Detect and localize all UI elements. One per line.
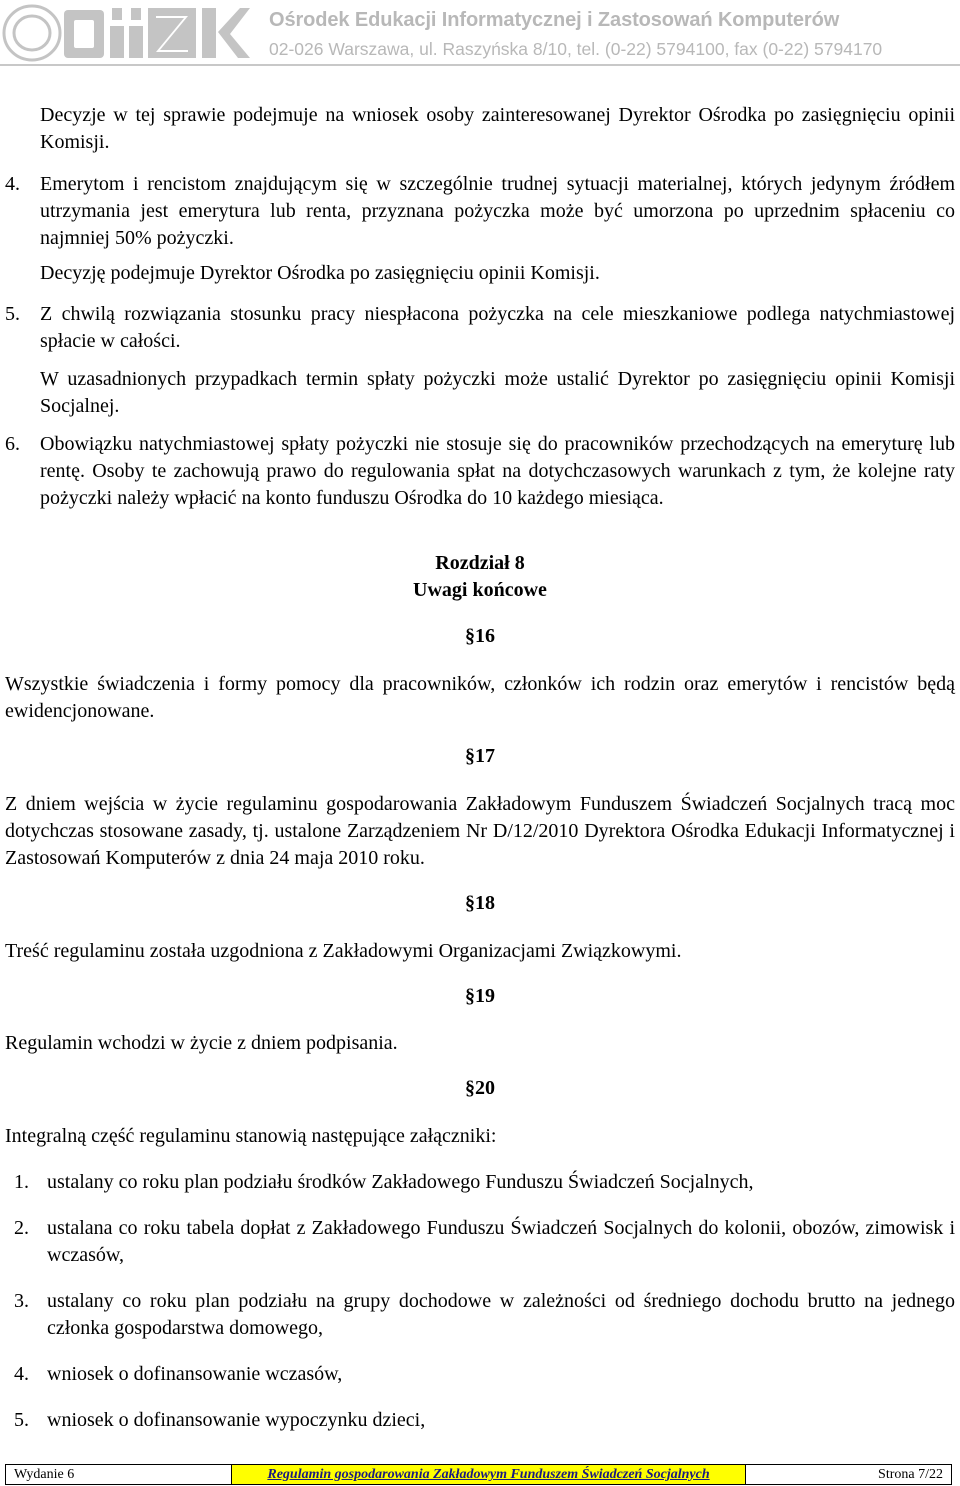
item-5-number: 5.: [5, 303, 20, 325]
section-19-heading: §19: [465, 985, 495, 1007]
attachment-5-text: wniosek o dofinansowanie wypoczynku dzieci,: [47, 1409, 426, 1431]
organization-name: Ośrodek Edukacji Informatycznej i Zastosowań Komputerów: [269, 9, 840, 31]
item-4-decision: Decyzję podejmuje Dyrektor Ośrodka po zasięgnięciu opinii Komisji.: [40, 262, 600, 284]
section-16-heading: §16: [465, 625, 495, 647]
attachment-5-number: 5.: [14, 1409, 29, 1431]
attachment-3-number: 3.: [14, 1290, 29, 1312]
attachment-2-text: ustalana co roku tabela dopłat z Zakładowego Funduszu Świadczeń Socjalnych do kolonii, obozów, zimowisk i wczasów,: [47, 1217, 955, 1266]
section-17-text: Z dniem wejścia w życie regulaminu gospodarowania Zakładowym Funduszem Świadczeń Socjalnych tracą moc dotychczas stosowane zasady, tj. ustalone Zarządzeniem Nr D/12/2010 Dyrektora Ośrodka Edukacji Informatycznej i Zastosowań Komputerów z dnia 24 maja 2010 roku.: [5, 793, 955, 869]
attachment-3-text: ustalany co roku plan podziału na grupy dochodowe w zależności od średniego dochodu brutto na jednego członka gospodarstwa domowego,: [47, 1290, 955, 1339]
item-6-text: Obowiązku natychmiastowej spłaty pożyczki nie stosuje się do pracowników przechodzących na emeryturę lub rentę. Osoby te zachowują prawo do regulowania spłat na dotychczasowych warunkach z tym, że kolejne raty pożyczki należy wpłacić na konto funduszu Ośrodka do 10 każdego miesiąca.: [40, 433, 955, 509]
section-17-heading: §17: [465, 745, 495, 767]
attachment-4-number: 4.: [14, 1363, 29, 1385]
intro-paragraph: Decyzje w tej sprawie podejmuje na wniosek osoby zainteresowanej Dyrektor Ośrodka po zasięgnięciu opinii Komisji.: [40, 104, 955, 153]
organization-address: 02-026 Warszawa, ul. Raszyńska 8/10, tel. (0-22) 5794100, fax (0-22) 5794170: [269, 39, 883, 59]
section-19-text: Regulamin wchodzi w życie z dniem podpisania.: [5, 1032, 398, 1054]
section-16-text: Wszystkie świadczenia i formy pomocy dla pracowników, członków ich rodzin oraz emerytów i rencistów będą ewidencjonowane.: [5, 673, 955, 722]
section-18-text: Treść regulaminu została uzgodniona z Zakładowymi Organizacjami Związkowymi.: [5, 940, 682, 962]
oeiizk-logo: [0, 0, 250, 66]
section-20-text: Integralną część regulaminu stanowią następujące załączniki:: [5, 1125, 497, 1147]
item-4-number: 4.: [5, 173, 20, 195]
section-20-heading: §20: [465, 1077, 495, 1099]
attachment-4-text: wniosek o dofinansowanie wczasów,: [47, 1363, 343, 1385]
page-header: [0, 0, 960, 66]
item-4-text: Emerytom i rencistom znajdującym się w szczególnie trudnej sytuacji materialnej, których jedynym źródłem utrzymania jest emerytura lub renta, przyznana pożyczka może być umorzona po uprzednim spłaceniu co najmniej 50% pożyczki.: [40, 173, 955, 249]
section-18-heading: §18: [465, 892, 495, 914]
edition-label: Wydanie 6: [14, 1467, 75, 1482]
page-footer: [5, 1464, 952, 1485]
document-title: Regulamin gospodarowania Zakładowym Funduszem Świadczeń Socjalnych: [231, 1465, 746, 1484]
attachment-2-number: 2.: [14, 1217, 29, 1239]
item-6-number: 6.: [5, 433, 20, 455]
page-number: Strona 7/22: [878, 1467, 943, 1482]
chapter-title: Uwagi końcowe: [413, 579, 547, 601]
attachment-1-text: ustalany co roku plan podziału środków Zakładowego Funduszu Świadczeń Socjalnych,: [47, 1171, 754, 1193]
item-5-text: Z chwilą rozwiązania stosunku pracy niespłacona pożyczka na cele mieszkaniowe podlega natychmiastowej spłacie w całości.: [40, 303, 955, 352]
attachment-1-number: 1.: [14, 1171, 29, 1193]
header-divider: [0, 64, 960, 66]
item-5-note: W uzasadnionych przypadkach termin spłaty pożyczki może ustalić Dyrektor po zasięgnięciu opinii Komisji Socjalnej.: [40, 368, 955, 417]
chapter-number: Rozdział 8: [435, 552, 525, 574]
